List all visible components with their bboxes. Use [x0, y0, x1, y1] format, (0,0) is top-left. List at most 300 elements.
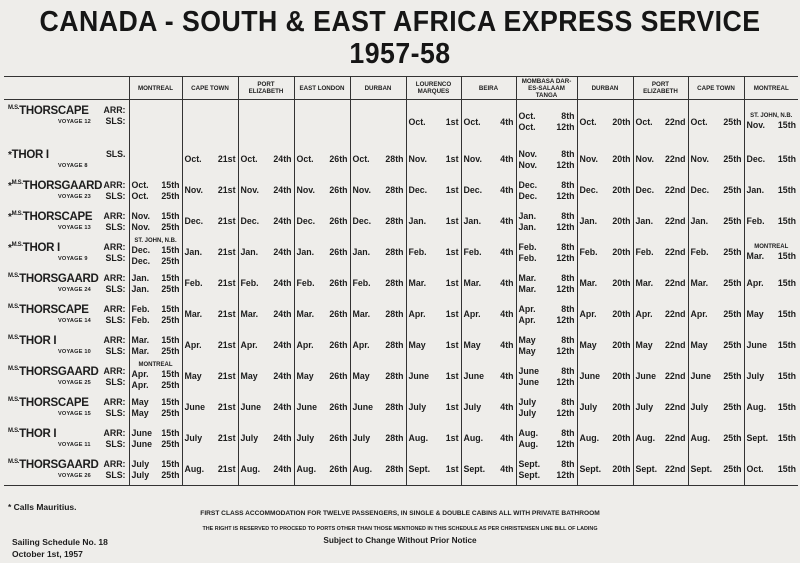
arr-label: ARR: — [103, 428, 126, 438]
sailing-row — [4, 423, 798, 454]
date-block — [691, 154, 742, 165]
subject-to-change-note: Subject to Change Without Prior Notice — [323, 536, 477, 545]
date-month: June — [518, 376, 540, 387]
date-line — [132, 470, 180, 481]
ship-label — [6, 206, 127, 237]
date-block — [185, 216, 236, 227]
port-note: ST. JOHN, N.B. — [750, 113, 793, 119]
date-block — [409, 371, 459, 382]
date-cell — [406, 268, 461, 299]
arr-label: ARR: — [103, 242, 126, 252]
date-day: 1st — [445, 433, 459, 443]
ship-cell — [4, 454, 129, 486]
date-line — [409, 309, 459, 320]
ship-name-block — [8, 397, 89, 409]
date-day: 15th — [777, 120, 796, 130]
ship-prefix: M.S. — [8, 304, 20, 310]
date-day: 12th — [556, 407, 575, 418]
date-month: May — [408, 340, 426, 350]
date-cell — [350, 361, 406, 392]
date-cell — [238, 237, 294, 268]
date-day: 4th — [500, 116, 514, 127]
date-month: July — [579, 402, 598, 412]
date-month: Mar. — [518, 272, 537, 283]
date-month: Mar. — [690, 278, 709, 288]
date-block — [297, 464, 348, 475]
date-cell — [406, 144, 461, 175]
date-day: 12th — [556, 314, 575, 325]
date-month: June — [352, 402, 374, 412]
ship-name-block — [8, 242, 60, 254]
ship-label — [6, 268, 127, 299]
date-day: 15th — [777, 309, 796, 319]
date-cell — [238, 100, 294, 145]
date-line — [132, 256, 180, 267]
date-line — [241, 340, 292, 351]
calls-mauritius-marker: * — [8, 212, 12, 223]
date-month: July — [131, 469, 150, 480]
date-month: Mar. — [131, 345, 150, 356]
date-month: May — [746, 309, 764, 319]
date-month: July — [131, 458, 150, 469]
date-month: Feb. — [746, 216, 765, 226]
date-line — [409, 185, 459, 196]
date-month: Apr. — [518, 303, 536, 314]
date-line — [580, 464, 631, 475]
date-block — [580, 154, 631, 165]
date-block — [464, 371, 514, 382]
date-month: Nov. — [518, 159, 537, 170]
date-cell — [294, 454, 350, 486]
right-reserved-note: THE RIGHT IS RESERVED TO PROCEED TO PORTS OTHER THAN THOSE MENTIONED IN THIS SCHEDULE AS PER CHRISTENSEN LINE BILL OF LADING — [202, 526, 598, 532]
date-block — [519, 180, 575, 202]
date-day: 1st — [445, 116, 459, 127]
date-line — [580, 371, 631, 382]
date-cell — [688, 237, 744, 268]
date-month: July — [184, 433, 203, 443]
date-block — [132, 362, 180, 391]
date-month: Oct. — [518, 122, 536, 132]
date-block — [464, 402, 514, 413]
date-day: 25th — [723, 216, 742, 226]
date-month: July — [635, 402, 654, 412]
ship-cell — [4, 423, 129, 454]
date-day: 22nd — [664, 247, 686, 257]
date-line — [636, 247, 686, 258]
date-line — [464, 247, 514, 258]
date-day: 25th — [161, 314, 180, 325]
date-line — [519, 211, 575, 222]
date-month: Jan. — [463, 216, 482, 226]
date-day: 25th — [161, 407, 180, 418]
date-cell — [350, 423, 406, 454]
date-day: 20th — [612, 433, 631, 443]
date-day: 22nd — [664, 216, 686, 226]
date-month: June — [518, 365, 540, 376]
date-day: 24th — [273, 433, 292, 443]
date-month: Mar. — [352, 309, 371, 319]
arr-sls-labels — [104, 428, 126, 450]
date-line — [297, 216, 348, 227]
date-block — [185, 464, 236, 475]
date-line — [132, 439, 180, 450]
date-day: 25th — [161, 469, 180, 480]
ship-name: THOR I — [22, 242, 60, 254]
date-day: 20th — [612, 278, 631, 288]
date-block — [185, 433, 236, 444]
date-block — [636, 117, 686, 128]
date-month: Nov. — [352, 185, 371, 195]
date-day: 20th — [612, 116, 631, 127]
date-day: 1st — [445, 464, 459, 474]
date-cell — [744, 392, 798, 423]
date-day: 25th — [723, 154, 742, 164]
date-line — [747, 433, 797, 444]
date-day: 25th — [161, 438, 180, 449]
date-day: 21st — [217, 309, 236, 319]
date-block — [409, 185, 459, 196]
date-cell — [182, 361, 238, 392]
date-block — [353, 340, 404, 351]
date-block — [519, 366, 575, 388]
date-month: May — [131, 396, 149, 407]
date-cell — [294, 268, 350, 299]
date-cell — [577, 175, 633, 206]
ship-cell — [4, 237, 129, 268]
date-line — [132, 304, 180, 315]
date-line — [691, 433, 742, 444]
date-month: Oct. — [690, 116, 708, 127]
date-day: 1st — [445, 402, 459, 412]
date-block — [519, 428, 575, 450]
date-day: 1st — [445, 154, 459, 164]
date-day: 20th — [612, 247, 631, 257]
date-day: 4th — [500, 154, 514, 164]
date-line — [241, 247, 292, 258]
date-day: 25th — [723, 402, 742, 412]
date-day: 25th — [723, 464, 742, 474]
date-line — [409, 247, 459, 258]
arr-label: ARR: — [103, 397, 126, 407]
header-ship-blank — [4, 77, 129, 100]
date-day: 21st — [217, 278, 236, 288]
date-month: Jan. — [635, 216, 654, 226]
arr-sls-labels — [104, 366, 126, 388]
date-month: Feb. — [579, 247, 598, 257]
date-day: 15th — [161, 396, 180, 407]
date-month: Dec. — [352, 216, 372, 226]
date-block — [747, 113, 797, 131]
date-line — [409, 464, 459, 475]
ship-cell — [4, 299, 129, 330]
date-cell — [633, 392, 688, 423]
date-day: 22nd — [664, 154, 686, 164]
ship-name: THOR I — [11, 149, 49, 161]
date-block — [132, 238, 180, 267]
ship-label — [6, 330, 127, 361]
ship-name: THORSCAPE — [19, 397, 89, 409]
date-day: 8th — [561, 272, 575, 283]
date-day: 22nd — [664, 402, 686, 412]
date-day: 24th — [273, 371, 292, 381]
date-block — [747, 309, 797, 320]
date-month: Sept. — [518, 469, 541, 480]
date-month: Mar. — [240, 309, 259, 319]
date-month: June — [463, 371, 485, 381]
date-day: 15th — [777, 185, 796, 195]
sailing-row — [4, 268, 798, 299]
date-month: Apr. — [635, 309, 653, 319]
date-month: May — [635, 340, 653, 350]
date-line — [132, 180, 180, 191]
ship-prefix: M.S. — [8, 397, 20, 403]
date-cell — [461, 392, 516, 423]
date-block — [409, 117, 459, 128]
date-cell — [238, 206, 294, 237]
date-line — [297, 247, 348, 258]
arr-label: ARR: — [103, 211, 126, 221]
arr-sls-labels — [104, 273, 126, 295]
sls-label: SLS: — [105, 191, 126, 201]
voyage-number: VOYAGE 12 — [58, 119, 91, 125]
date-month: Nov. — [746, 120, 765, 130]
date-day: 20th — [612, 185, 631, 195]
date-day: 22nd — [664, 433, 686, 443]
date-block — [132, 397, 180, 419]
date-month: Oct. — [746, 464, 764, 474]
date-month: July — [408, 402, 427, 412]
date-cell — [516, 330, 577, 361]
date-month: Feb. — [131, 314, 150, 325]
date-line — [464, 309, 514, 320]
date-cell — [744, 330, 798, 361]
date-block — [297, 340, 348, 351]
date-month: Jan. — [131, 283, 150, 294]
date-line — [636, 309, 686, 320]
date-line — [691, 247, 742, 258]
ship-label — [6, 423, 127, 454]
date-line — [580, 117, 631, 128]
date-day: 28th — [385, 154, 404, 164]
date-cell — [129, 100, 182, 145]
date-day: 8th — [561, 427, 575, 438]
date-day: 15th — [161, 179, 180, 190]
date-cell — [577, 454, 633, 486]
date-cell — [294, 175, 350, 206]
date-cell — [461, 454, 516, 486]
date-line — [747, 340, 797, 351]
date-day: 1st — [445, 371, 459, 381]
column-header-port: LOURENCO MARQUES — [406, 77, 461, 100]
date-cell — [744, 454, 798, 486]
date-day: 21st — [217, 185, 236, 195]
date-block — [241, 154, 292, 165]
date-day: 25th — [723, 340, 742, 350]
sls-label: SLS: — [105, 253, 126, 263]
date-block — [464, 464, 514, 475]
date-block — [409, 216, 459, 227]
date-block — [185, 402, 236, 413]
date-cell — [516, 237, 577, 268]
date-month: Mar. — [131, 334, 150, 345]
date-line — [353, 371, 404, 382]
date-month: Jan. — [690, 216, 709, 226]
date-cell — [406, 454, 461, 486]
date-cell — [461, 144, 516, 175]
date-day: 25th — [723, 371, 742, 381]
date-month: Apr. — [518, 314, 536, 325]
date-cell — [238, 392, 294, 423]
date-month: June — [131, 438, 153, 449]
date-cell — [461, 100, 516, 145]
date-day: 1st — [445, 340, 459, 350]
date-cell — [182, 299, 238, 330]
date-month: Nov. — [518, 148, 537, 159]
date-month: June — [690, 371, 712, 381]
date-day: 22nd — [664, 185, 686, 195]
arr-sls-labels — [104, 397, 126, 419]
date-cell — [182, 206, 238, 237]
date-block — [747, 371, 797, 382]
date-day: 15th — [161, 458, 180, 469]
date-cell — [744, 423, 798, 454]
date-month: Oct. — [131, 190, 149, 201]
date-cell — [238, 330, 294, 361]
date-day: 20th — [612, 154, 631, 164]
date-day: 26th — [329, 402, 348, 412]
ship-label — [6, 237, 127, 268]
date-day: 25th — [723, 278, 742, 288]
date-month: Sept. — [463, 464, 486, 474]
date-cell — [461, 268, 516, 299]
date-cell — [129, 268, 182, 299]
voyage-number: VOYAGE 9 — [58, 256, 88, 262]
date-month: June — [296, 402, 318, 412]
date-line — [132, 459, 180, 470]
date-day: 8th — [561, 148, 575, 159]
date-line — [185, 216, 236, 227]
date-cell — [406, 361, 461, 392]
date-block — [636, 278, 686, 289]
ship-name: THORSCAPE — [19, 304, 89, 316]
sailing-row — [4, 361, 798, 392]
date-block — [353, 433, 404, 444]
date-day: 25th — [161, 256, 180, 266]
date-block — [580, 185, 631, 196]
date-day: 26th — [329, 185, 348, 195]
date-line — [580, 340, 631, 351]
date-month: Dec. — [408, 185, 428, 195]
date-line — [297, 309, 348, 320]
date-cell — [633, 206, 688, 237]
date-month: Feb. — [635, 247, 654, 257]
date-line — [241, 154, 292, 165]
date-block — [241, 433, 292, 444]
ship-label — [6, 175, 127, 206]
date-line — [519, 284, 575, 295]
date-day: 12th — [556, 469, 575, 480]
date-cell — [294, 237, 350, 268]
calls-mauritius-marker: * — [8, 243, 12, 254]
date-day: 22nd — [664, 278, 686, 288]
date-line — [132, 335, 180, 346]
date-block — [185, 278, 236, 289]
date-cell — [350, 299, 406, 330]
ship-name-block — [8, 149, 49, 161]
date-month: Feb. — [296, 278, 315, 288]
date-block — [691, 117, 742, 128]
date-block — [636, 185, 686, 196]
date-day: 15th — [161, 427, 180, 438]
date-month: May — [518, 334, 536, 345]
date-line — [691, 371, 742, 382]
date-cell — [294, 423, 350, 454]
date-month: June — [131, 427, 153, 438]
date-month: Dec. — [635, 185, 655, 195]
date-month: May — [240, 371, 258, 381]
date-line — [353, 247, 404, 258]
date-day: 12th — [556, 345, 575, 356]
date-line — [519, 222, 575, 233]
date-block — [353, 464, 404, 475]
date-block — [691, 340, 742, 351]
date-block — [409, 464, 459, 475]
ship-label — [6, 392, 127, 423]
date-month: Dec. — [131, 245, 151, 255]
date-day: 1st — [445, 185, 459, 195]
date-line — [185, 154, 236, 165]
date-cell — [129, 175, 182, 206]
date-day: 22nd — [664, 116, 686, 127]
date-month: May — [296, 371, 314, 381]
date-month: Nov. — [296, 185, 315, 195]
ship-cell — [4, 361, 129, 392]
date-cell — [688, 330, 744, 361]
date-line — [580, 185, 631, 196]
calls-mauritius-marker: * — [8, 181, 12, 192]
date-block — [691, 433, 742, 444]
date-cell — [406, 206, 461, 237]
date-month: July — [518, 396, 537, 407]
date-cell — [633, 299, 688, 330]
date-day: 24th — [273, 185, 292, 195]
date-block — [636, 433, 686, 444]
ship-cell — [4, 330, 129, 361]
date-cell — [688, 454, 744, 486]
date-cell — [406, 299, 461, 330]
voyage-number: VOYAGE 26 — [58, 473, 91, 479]
date-month: July — [240, 433, 259, 443]
date-cell — [516, 268, 577, 299]
date-line — [353, 309, 404, 320]
date-day: 28th — [385, 278, 404, 288]
date-cell — [633, 237, 688, 268]
date-block — [464, 340, 514, 351]
date-cell — [294, 330, 350, 361]
date-month: Sept. — [518, 458, 541, 469]
date-line — [464, 402, 514, 413]
date-line — [691, 402, 742, 413]
date-day: 28th — [385, 433, 404, 443]
ship-name: THORSGAARD — [19, 366, 99, 378]
date-line — [519, 304, 575, 315]
date-line — [409, 278, 459, 289]
date-cell — [129, 206, 182, 237]
date-day: 28th — [385, 402, 404, 412]
date-day: 15th — [161, 245, 180, 255]
date-line — [132, 315, 180, 326]
date-day: 15th — [777, 340, 796, 350]
